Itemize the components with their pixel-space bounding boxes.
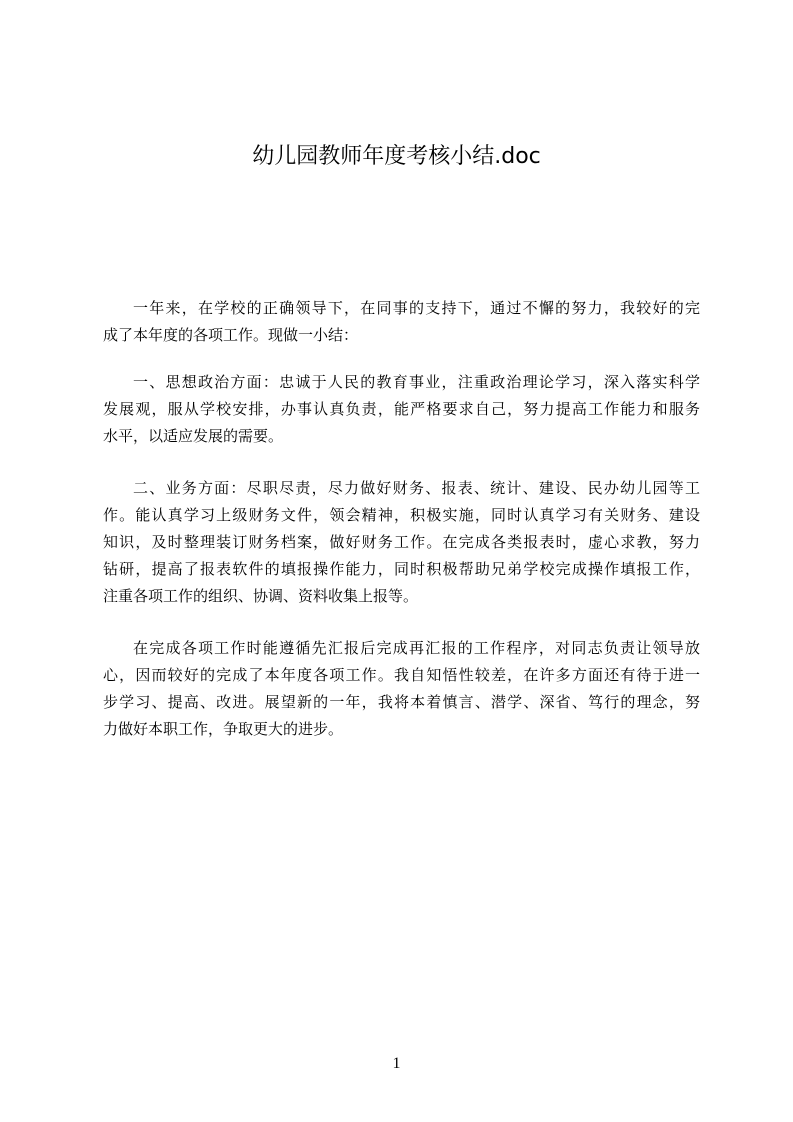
paragraph-3-line: 二、业务方面：尽职尽责，尽力做好财务、报表、统计、建设、民办幼儿园等工 bbox=[133, 479, 700, 497]
paragraph-3-line: 钻研，提高了报表软件的填报操作能力，同时积极帮助兄弟学校完成操作填报工作， bbox=[103, 560, 700, 578]
paragraph-4-line: 在完成各项工作时能遵循先汇报后完成再汇报的工作程序，对同志负责让领导放 bbox=[133, 639, 700, 657]
paragraph-1-line: 一年来，在学校的正确领导下，在同事的支持下，通过不懈的努力，我较好的完 bbox=[133, 299, 700, 317]
paragraph-4-line: 心，因而较好的完成了本年度各项工作。我自知悟性较差，在许多方面还有待于进一 bbox=[103, 666, 700, 684]
paragraph-2-line: 一、思想政治方面：忠诚于人民的教育事业，注重政治理论学习，深入落实科学 bbox=[133, 373, 700, 391]
document-title: 幼儿园教师年度考核小结.doc bbox=[252, 144, 541, 169]
paragraph-2-line: 水平，以适应发展的需要。 bbox=[103, 427, 284, 445]
paragraph-3-line: 作。能认真学习上级财务文件，领会精神，积极实施，同时认真学习有关财务、建设 bbox=[103, 506, 700, 524]
paragraph-4-line: 力做好本职工作，争取更大的进步。 bbox=[103, 720, 344, 738]
paragraph-4-line: 步学习、提高、改进。展望新的一年，我将本着慎言、潜学、深省、笃行的理念，努 bbox=[103, 693, 700, 711]
paragraph-3-line: 注重各项工作的组织、协调、资料收集上报等。 bbox=[103, 587, 419, 605]
paragraph-3-line: 知识，及时整理装订财务档案，做好财务工作。在完成各类报表时，虚心求教，努力 bbox=[103, 533, 700, 551]
page-number: 1 bbox=[392, 1055, 401, 1072]
paragraph-2-line: 发展观，服从学校安排，办事认真负责，能严格要求自己，努力提高工作能力和服务 bbox=[103, 400, 700, 418]
paragraph-1-line: 成了本年度的各项工作。现做一小结： bbox=[103, 326, 359, 344]
